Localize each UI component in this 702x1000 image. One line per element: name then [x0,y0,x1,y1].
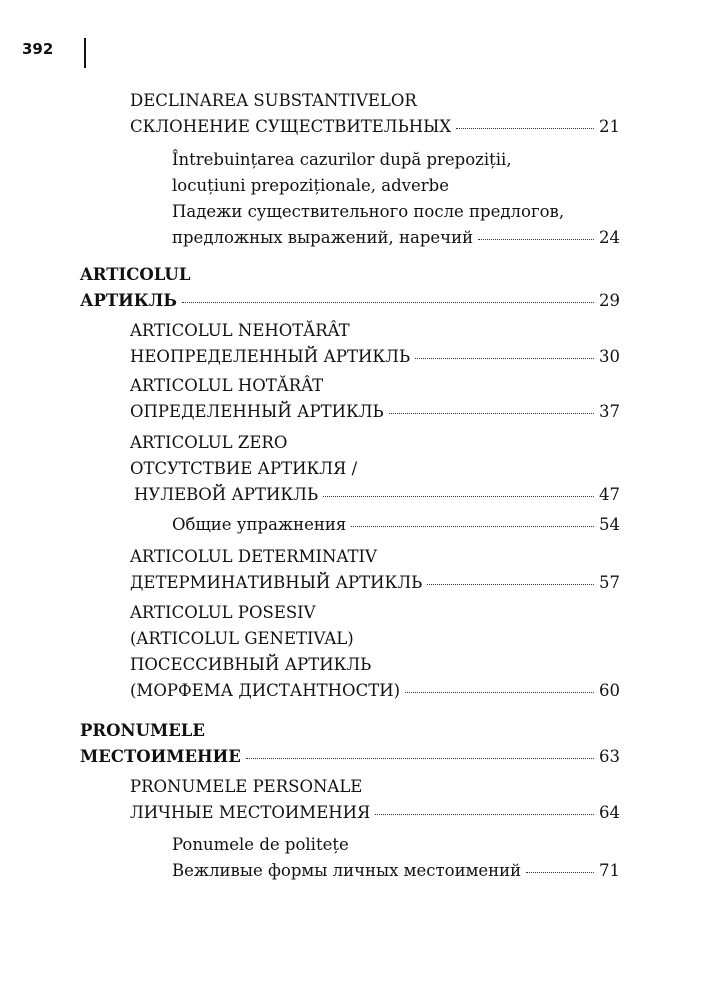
toc-page-number: 30 [599,347,620,366]
toc-entry-line: DECLINAREA SUBSTANTIVELOR [130,91,417,110]
toc-entry-line: (МОРФЕМА ДИСТАНТНОСТИ) [130,681,401,700]
toc-entry-line: НУЛЕВОЙ АРТИКЛЬ [134,485,319,504]
dot-leader [182,302,594,303]
toc-entry-line: ПОСЕССИВНЫЙ АРТИКЛЬ [130,655,372,674]
toc-entry-line: ARTICOLUL ZERO [130,433,288,452]
page-number: 392 [22,40,54,58]
toc-page-number: 54 [599,515,620,534]
toc-entry[interactable] [130,600,620,704]
toc-entry-line: (ARTICOLUL GENETIVAL) [130,629,354,648]
toc-entry[interactable] [130,318,620,370]
toc-entry-line: Падежи существительного после предлогов, [172,202,565,221]
toc-page-number: 60 [599,681,620,700]
dot-leader [375,814,594,815]
toc-page-number: 37 [599,402,620,421]
toc-entry[interactable] [172,832,620,884]
toc-page-number: 64 [599,803,620,822]
toc-section-title: АРТИКЛЬ [80,291,177,310]
toc-page-number: 29 [599,291,620,310]
dot-leader [526,872,594,873]
dot-leader [456,128,594,129]
toc-entry-line: ДЕТЕРМИНАТИВНЫЙ АРТИКЛЬ [130,573,423,592]
toc-page-number: 24 [599,228,620,247]
toc-entry-line: ЛИЧНЫЕ МЕСТОИМЕНИЯ [130,803,371,822]
toc-entry-line: ОПРЕДЕЛЕННЫЙ АРТИКЛЬ [130,402,384,421]
dot-leader [389,413,594,414]
toc-page-number: 21 [599,117,620,136]
toc-entry-line: locuțiuni prepoziționale, adverbe [172,176,449,195]
toc-entry-line: Общие упражнения [172,515,347,534]
dot-leader [351,526,594,527]
toc-entry-line: Ponumele de politețe [172,835,349,854]
toc-entry-line: PRONUMELE PERSONALE [130,777,363,796]
toc-entry[interactable] [130,774,620,826]
toc-section-entry[interactable] [80,718,620,770]
toc-entry[interactable] [130,373,620,425]
toc-entry-line: ARTICOLUL POSESIV [130,603,316,622]
dot-leader [478,239,594,240]
dot-leader [415,358,594,359]
dot-leader [405,692,594,693]
toc-page-number: 47 [599,485,620,504]
dot-leader [246,758,594,759]
toc-section-title: PRONUMELE [80,721,205,740]
toc-section-title: МЕСТОИМЕНИЕ [80,747,241,766]
toc-entry-line: Вежливые формы личных местоимений [172,861,522,880]
toc-entry-line: ARTICOLUL DETERMINATIV [130,547,377,566]
toc-entry[interactable] [130,544,620,596]
toc-entry[interactable] [130,88,620,140]
toc-page-number: 63 [599,747,620,766]
dot-leader [323,496,594,497]
toc-page-number: 71 [599,861,620,880]
toc-entry-line: Întrebuințarea cazurilor după prepoziții, [172,150,512,169]
toc-entry[interactable] [172,147,620,251]
toc-entry[interactable] [130,430,620,508]
toc-entry-line: ОТСУТСТВИЕ АРТИКЛЯ / [130,459,358,478]
toc-entry[interactable] [172,512,620,538]
toc-entry-line: СКЛОНЕНИЕ СУЩЕСТВИТЕЛЬНЫХ [130,117,452,136]
toc-entry-line: ARTICOLUL HOTĂRÂT [130,376,324,395]
toc-section-title: ARTICOLUL [80,265,191,284]
toc-section-entry[interactable] [80,262,620,314]
toc-entry-line: ARTICOLUL NEHOTĂRÂT [130,321,350,340]
toc-page-number: 57 [599,573,620,592]
dot-leader [427,584,594,585]
toc-entry-line: предложных выражений, наречий [172,228,474,247]
toc-entry-line: НЕОПРЕДЕЛЕННЫЙ АРТИКЛЬ [130,347,411,366]
